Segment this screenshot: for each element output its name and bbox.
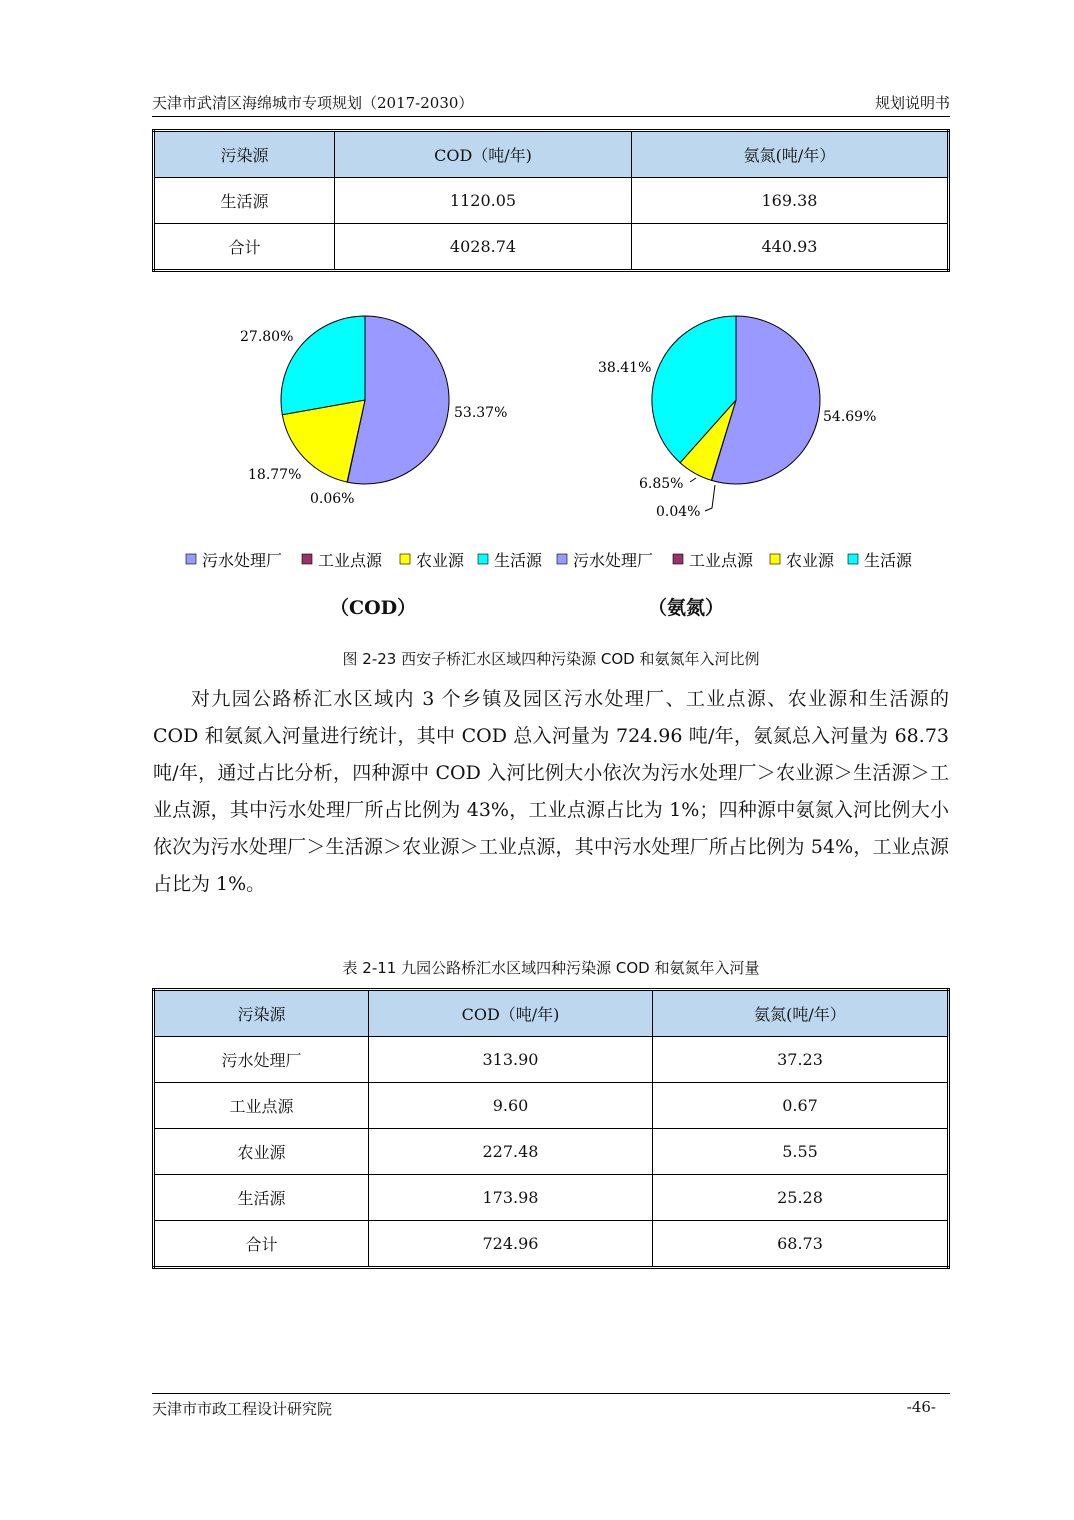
pie-label: 54.69% [823, 409, 877, 425]
table-cell: 合计 [154, 1221, 369, 1268]
table-header-cell: 氨氮(吨/年） [632, 131, 949, 178]
table-cell: 农业源 [154, 1129, 369, 1175]
table-cell: 227.48 [369, 1129, 653, 1175]
table-header-cell: COD（吨/年) [335, 131, 632, 178]
legend-swatch-industrial [302, 554, 312, 564]
legend-swatch-agriculture [770, 554, 780, 564]
table-row [154, 1175, 949, 1221]
table-top [152, 129, 950, 272]
table-header-cell: 污染源 [154, 990, 369, 1037]
table-cell: 生活源 [154, 1175, 369, 1221]
table-cell: 313.90 [369, 1037, 653, 1083]
legend-swatch-industrial [673, 554, 683, 564]
legend-swatch-agriculture [400, 554, 410, 564]
table-cell: 工业点源 [154, 1083, 369, 1129]
table-caption: 表 2-11 九园公路桥汇水区域四种污染源 COD 和氨氮年入河量 [342, 959, 760, 977]
legend-label: 工业点源 [318, 551, 383, 570]
pie-label: 0.04% [656, 504, 701, 520]
legend-swatch-domestic [848, 554, 858, 564]
pie-label: 53.37% [454, 405, 508, 421]
table-cell: 37.23 [653, 1037, 949, 1083]
page-number: -46- [906, 1398, 936, 1416]
body-paragraph [153, 681, 949, 903]
legend-label: 污水处理厂 [202, 551, 283, 570]
leader-line [705, 485, 715, 511]
table-header-cell: 氨氮(吨/年） [653, 990, 949, 1037]
table-cell: 1120.05 [335, 178, 632, 224]
paragraph-text: 对九园公路桥汇水区域内 3 个乡镇及园区污水处理厂、工业点源、农业源和生活源的 COD 和氨氮入河量进行统计，其中 COD 总入河量为 724.96 吨/年，氨氮总入河量为 68.73 吨/年，通过占比分析，四种源中 COD 入河比例大小依次为污水处理厂＞农业源＞生活源＞工业点源，其中污水处理厂所占比例为 43%，工业点源占比为 1%；四种源中氨氮入河比例大小依次为污水处理厂＞生活源＞农业源＞工业点源，其中污水处理厂所占比例为 54%，工业点源占比为 1%。 [153, 688, 949, 895]
table-header-cell: 污染源 [154, 131, 335, 178]
table-cell: 169.38 [632, 178, 949, 224]
pie-slice-domestic [281, 316, 365, 415]
table-header-row [154, 131, 949, 178]
pie-chart-ammonia [598, 316, 876, 520]
table-header-cell: COD（吨/年) [369, 990, 653, 1037]
legend-label: 生活源 [864, 551, 913, 570]
table-row [154, 1221, 949, 1268]
pie-chart-cod [240, 316, 507, 507]
table-cell: 0.67 [653, 1083, 949, 1129]
header-title: 天津市武清区海绵城市专项规划（2017-2030） [152, 94, 474, 112]
table-cell: 4028.74 [335, 224, 632, 271]
header-section: 规划说明书 [874, 94, 950, 112]
pie-charts [150, 290, 930, 580]
legend-swatch-sewage [557, 554, 567, 564]
table-cell: 9.60 [369, 1083, 653, 1129]
pie-label: 0.06% [310, 491, 355, 507]
table-cell: 25.28 [653, 1175, 949, 1221]
pie-label: 27.80% [240, 329, 294, 345]
footer-org: 天津市市政工程设计研究院 [152, 1400, 333, 1418]
legend-label: 农业源 [786, 551, 835, 570]
chart-legend [186, 551, 913, 570]
table-bottom [152, 988, 950, 1269]
table-cell: 68.73 [653, 1221, 949, 1268]
page-header [152, 92, 950, 116]
table-cell: 724.96 [369, 1221, 653, 1268]
chart-title-cod: （COD） [330, 597, 417, 619]
footer-divider [152, 1393, 950, 1394]
pie-label: 18.77% [248, 467, 302, 483]
legend-label: 工业点源 [689, 551, 754, 570]
table-header-row [154, 990, 949, 1037]
legend-label: 生活源 [494, 551, 543, 570]
table-cell: 5.55 [653, 1129, 949, 1175]
legend-swatch-domestic [478, 554, 488, 564]
table-row [154, 224, 949, 271]
table-cell: 污水处理厂 [154, 1037, 369, 1083]
pie-label: 38.41% [598, 360, 652, 376]
table-row [154, 1037, 949, 1083]
legend-swatch-sewage [186, 554, 196, 564]
table-cell: 合计 [154, 224, 335, 271]
table-cell: 生活源 [154, 178, 335, 224]
legend-label: 农业源 [416, 551, 465, 570]
table-cell: 173.98 [369, 1175, 653, 1221]
table-row [154, 1129, 949, 1175]
header-divider [152, 116, 950, 117]
table-row [154, 1083, 949, 1129]
legend-label: 污水处理厂 [573, 551, 654, 570]
pie-label: 6.85% [639, 476, 684, 492]
chart-title-ammonia: （氨氮） [648, 597, 725, 619]
table-cell: 440.93 [632, 224, 949, 271]
table-row [154, 178, 949, 224]
figure-caption: 图 2-23 西安子桥汇水区域四种污染源 COD 和氨氮年入河比例 [342, 650, 760, 668]
leader-line [690, 478, 696, 482]
